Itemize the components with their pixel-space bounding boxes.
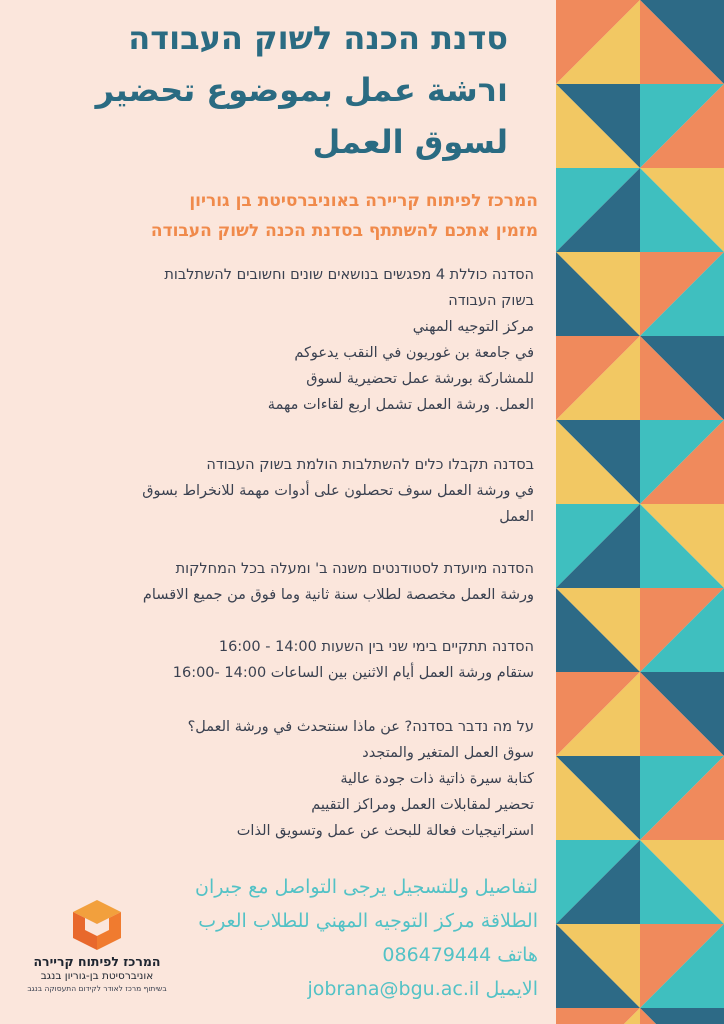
career-center-logo xyxy=(12,896,182,1016)
contact-phone: هاتف 086479444 xyxy=(382,944,538,966)
body-line: בשוק העבודה xyxy=(448,293,534,309)
body-line: العمل. ورشة العمل تشمل اربع لقاءات مهمة xyxy=(267,397,534,413)
subtitle-line: המרכז לפיתוח קריירה באוניברסיטת בן גוריון xyxy=(189,191,538,211)
body-line: הסדנה מיועדת לסטודנטים משנה ב' ומעלה בכל המחלקות xyxy=(175,561,534,577)
body-line: في جامعة بن غوريون في النقب يدعوكم xyxy=(294,345,534,361)
body-line: בסדנה תקבלו כלים להשתלבות הולמת בשוק העבודה xyxy=(206,457,534,473)
body-line: הסדנה תתקיים בימי שני בין השעות 14:00 - 16:00 xyxy=(218,639,534,655)
geometric-pattern-decoration xyxy=(556,0,724,1024)
contact-email: الايميل jobrana@bgu.ac.il xyxy=(307,978,538,1000)
body-line: مركز التوجيه المهني xyxy=(412,319,534,335)
title-line: ורشة عمل بموضوع تحضير xyxy=(95,71,508,109)
title-line: لسوق العمل xyxy=(312,123,508,161)
flyer-subtitle xyxy=(18,186,538,246)
body-line: استراتيجيات فعالة للبحث عن عمل وتسويق الذات xyxy=(236,823,534,839)
cube-logo-icon xyxy=(69,896,125,954)
title-line: סדנת הכנה לשוק העבודה xyxy=(128,19,508,57)
schedule-paragraph xyxy=(24,634,534,686)
logo-partner: בשיתוף מרכז לאודר לקידום התעסוקה בנגב xyxy=(27,984,167,993)
body-line: ورشة العمل مخصصة لطلاب سنة ثانية وما فوق من جميع الاقسام xyxy=(142,587,534,603)
tools-paragraph xyxy=(24,452,534,530)
logo-title: המרכז לפיתוח קריירה xyxy=(33,954,161,969)
subtitle-line: מזמין אתכם להשתתף בסדנת הכנה לשוק העבודה xyxy=(150,221,538,241)
body-line: על מה נדבר בסדנה? عن ماذا سنتحدث في ورشة العمل؟ xyxy=(187,719,534,735)
audience-paragraph xyxy=(24,556,534,608)
body-line: הסדנה כוללת 4 מפגשים בנושאים שונים וחשובים להשתלבות xyxy=(164,267,534,283)
logo-university: אוניברסיטת בן-גוריון בנגב xyxy=(40,970,154,982)
topics-paragraph xyxy=(24,714,534,844)
body-line: سوق العمل المتغير والمتجدد xyxy=(362,745,534,761)
body-line: في ورشة العمل سوف تحصلون على أدوات مهمة للانخراط بسوق xyxy=(142,483,534,499)
body-line: العمل xyxy=(499,509,534,525)
flyer-title xyxy=(28,12,508,168)
body-line: كتابة سيرة ذاتية ذات جودة عالية xyxy=(340,771,534,787)
contact-line: لتفاصيل وللتسجيل يرجى التواصل مع جبران xyxy=(195,876,538,898)
body-line: للمشاركة بورشة عمل تحضيرية لسوق xyxy=(306,371,534,387)
contact-line: الطلاقة مركز التوجيه المهني للطلاب العرب xyxy=(198,910,538,932)
body-line: ستقام ورشة العمل أيام الاثنين بين الساعات 14:00 -16:00 xyxy=(172,665,534,681)
intro-paragraph xyxy=(24,262,534,418)
body-line: تحضير لمقابلات العمل ومراكز التقييم xyxy=(311,797,534,813)
